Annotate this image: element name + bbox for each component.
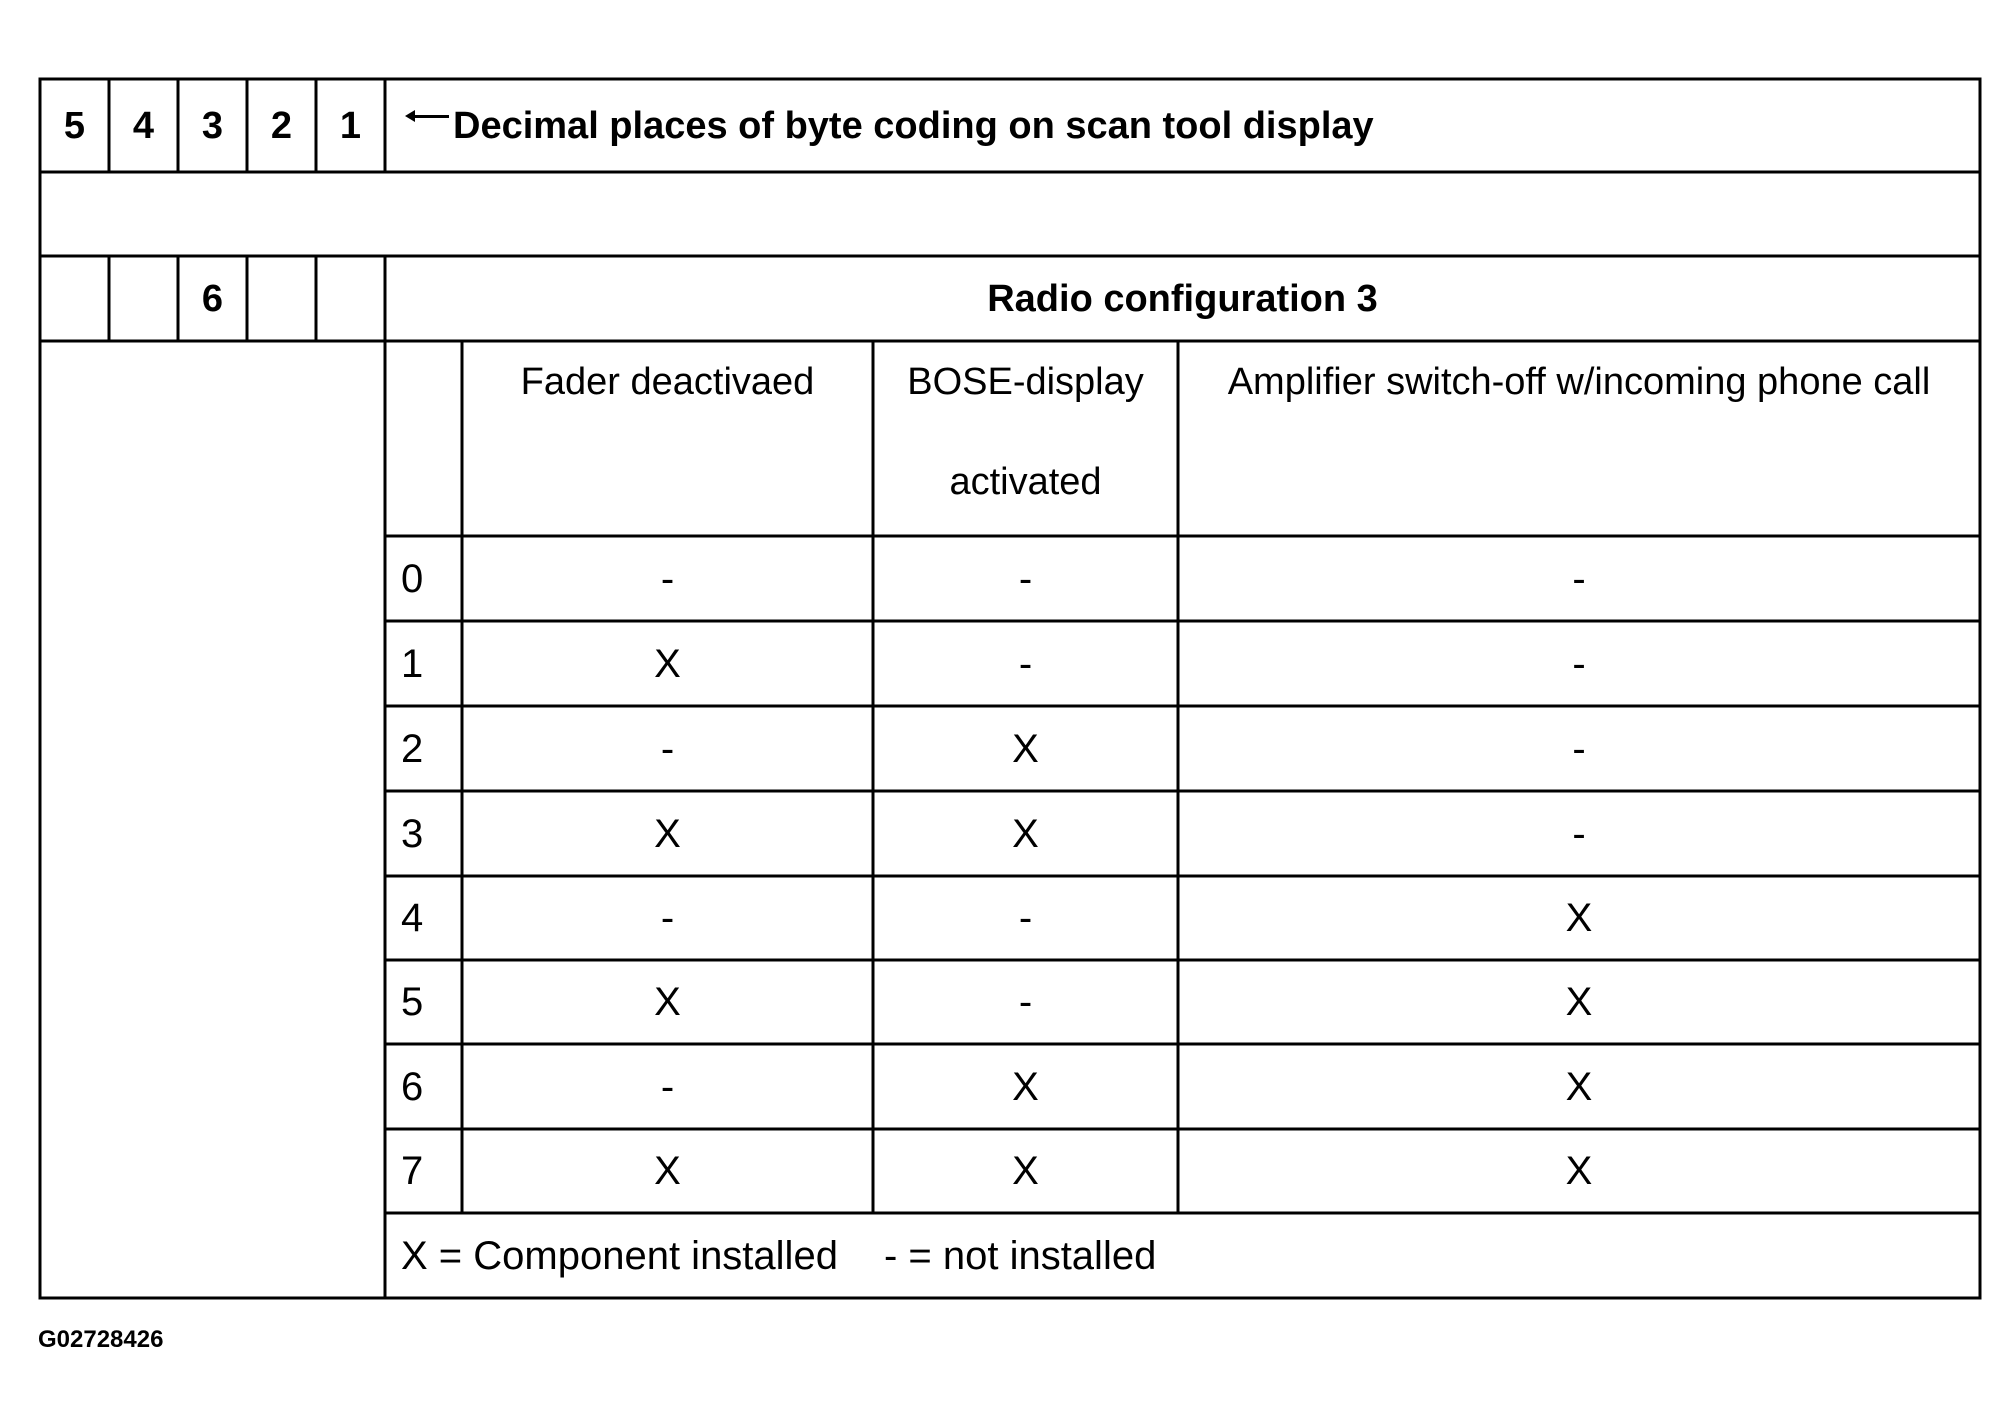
column-header-amplifier: Amplifier switch-off w/incoming phone call (1227, 361, 1931, 403)
header-digit-5: 5 (63, 104, 86, 147)
row-value-bose: X (1012, 1064, 1039, 1109)
figure-id: G02728426 (38, 1326, 164, 1353)
legend-not-installed: - = not installed (883, 1233, 1157, 1278)
column-header-bose-line1: BOSE-display (907, 361, 1144, 403)
row-value-amplifier: - (1572, 811, 1586, 856)
row-index: 5 (401, 980, 424, 1024)
row-value-amplifier: - (1572, 641, 1586, 686)
header-digit-3: 3 (201, 104, 224, 147)
header-digit-1: 1 (339, 104, 362, 147)
row-value-bose: - (1018, 896, 1033, 940)
row-value-fader: X (654, 641, 681, 686)
row-index: 7 (401, 1149, 424, 1193)
row-value-bose: - (1018, 980, 1033, 1024)
configuration-title: Radio configuration 3 (987, 277, 1378, 320)
row-index: 0 (401, 556, 424, 601)
row-value-amplifier: X (1565, 896, 1593, 940)
row-value-fader: - (660, 726, 675, 771)
column-header-fader: Fader deactivaed (520, 361, 815, 403)
row-index: 1 (401, 641, 424, 686)
row-value-amplifier: X (1565, 980, 1593, 1024)
row-value-bose: X (1012, 1149, 1039, 1193)
row-value-amplifier: - (1572, 726, 1586, 771)
column-header-bose-line2: activated (949, 461, 1102, 503)
row-value-fader: - (660, 1064, 675, 1109)
column-header-bose-display (873, 341, 1178, 536)
legend-installed: X = Component installed (401, 1233, 838, 1278)
row-index: 4 (401, 896, 424, 940)
row-value-fader: - (660, 896, 675, 940)
row-value-bose: - (1018, 641, 1033, 686)
row-value-amplifier: X (1565, 1064, 1593, 1109)
row-index: 6 (401, 1064, 424, 1109)
coding-position-value: 6 (201, 277, 224, 320)
header-description (385, 79, 1980, 172)
row-value-fader: X (654, 980, 681, 1024)
row-value-fader: X (654, 811, 681, 856)
row-value-amplifier: - (1572, 556, 1586, 601)
row-index: 2 (401, 726, 424, 771)
legend (385, 1213, 1980, 1298)
header-digit-4: 4 (132, 104, 155, 147)
row-value-amplifier: X (1565, 1149, 1593, 1193)
row-value-fader: - (660, 556, 675, 601)
row-value-bose: - (1018, 556, 1033, 601)
header-description-text: Decimal places of byte coding on scan tool display (453, 104, 1374, 147)
row-value-bose: X (1012, 726, 1039, 771)
row-value-fader: X (654, 1149, 681, 1193)
arrow-left-icon (405, 108, 449, 124)
row-index: 3 (401, 811, 424, 856)
row-value-bose: X (1012, 811, 1039, 856)
header-digit-2: 2 (270, 104, 293, 147)
